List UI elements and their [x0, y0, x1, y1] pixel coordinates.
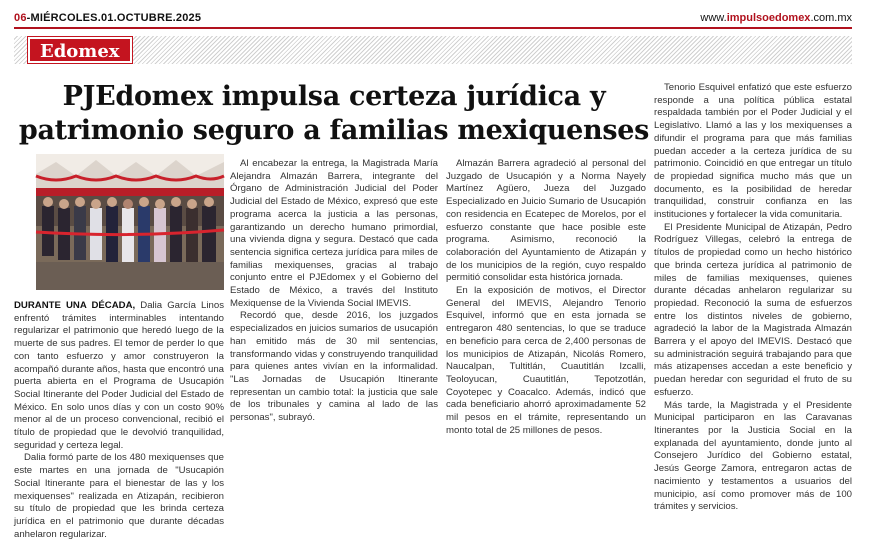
ribbon-cutting-photo	[36, 154, 224, 290]
section-tag[interactable]: Edomex	[28, 37, 132, 63]
article-column-3	[446, 158, 646, 468]
paragraph-6: En la exposición de motivos, el Director General del IMEVIS, Alejandro Tenorio Esquivel, informó que en esta jornada se entregaron 480 sentencias, lo que se traduce en beneficio para cerca de 2,400 personas de los municipios de Atizapán, Nicolás Romero, Naucalpan, Tultitlán, Cuautitlán Izcalli, Teoloyucan, Cuautitlán, Tepotzotlán, Coyotepec y Coacalco. Además, indicó que cada beneficiario ahorró aproximadamente 52 mil pesos en el trámite, representando un monto total de 25 millones de pesos.	[446, 285, 646, 436]
article-column-4	[654, 82, 852, 513]
paragraph-5: Almazán Barrera agradeció al personal del Juzgado de Usucapión y a Norma Nayely Martínez Agüero, Jueza del Juzgado Especializado en Juicio Sumario de Usucapión con residencia en Ecatepec de Morelos, por el esfuerzo constante que hace posible este programa. Asimismo, reconoció la colaboración del Ayuntamiento de Atizapán y de los municipios de la región, cuyo respaldo permitió consolidar esta histórica jornada.	[446, 158, 646, 284]
paragraph-8: El Presidente Municipal de Atizapán, Pedro Rodríguez Villegas, celebró la entrega de títulos de propiedad como un hecho histórico que brinda certeza jurídica al patrimonio de miles de familias mexiquenses, quienes durante décadas anhelaron regularizar su propiedad. Reconoció la suma de esfuerzos entre los distintos niveles de gobierno, agradeció la labor de la Magistrada Almazán Barrera y el apoyo del IMEVIS. Destacó que su administración seguirá trabajando para que más atizapenses accedan a este beneficio y puedan heredar con seguridad el fruto de su esfuerzo.	[654, 221, 852, 398]
paragraph-4: Recordó que, desde 2016, los juzgados especializados en juicios sumarios de usucapión han emitido más de 30 mil sentencias, transformando vidas y construyendo tranquilidad para quienes antes vivían en la informalidad. "Las Jornadas de Usucapión Itinerante representan un cambio total: la justicia que sale de los tribunales y camina al lado de las personas", subrayó.	[230, 310, 438, 424]
site-url[interactable]: www.impulsoedomex.com.mx	[700, 12, 852, 24]
header-rule	[14, 27, 852, 29]
page-header	[14, 12, 852, 26]
paragraph-9: Más tarde, la Magistrada y el Presidente Municipal participaron en las Caravanas Itinerantes por la Justicia Social en la explanada del ayuntamiento, donde junto al Consejero Jurídico del Gobierno estatal, Jesús George Zamora, entregaron actas de nacimiento y testamentos a usuarios del municipio, así como promover más de 100 trámites y servicios.	[654, 399, 852, 513]
article-column-1	[14, 300, 224, 540]
paragraph-7: Tenorio Esquivel enfatizó que este esfuerzo responde a una política pública estatal respaldada también por el Poder Judicial y el Legislativo. Llamó a las y los mexiquenses a difundir el programa para que más familias puedan acceder a la certeza jurídica de su patrimonio. Coincidió en que entregar un título de propiedad significa mucho más que un documento, es la posibilidad de heredar tranquilidad, construir confianza en las instituciones y fortalecer la vida comunitaria.	[654, 82, 852, 221]
lead-in: DURANTE UNA DÉCADA,	[14, 300, 136, 311]
article-headline	[14, 80, 654, 148]
section-banner	[14, 36, 852, 64]
paragraph-1: DURANTE UNA DÉCADA, Dalia García Linos enfrentó trámites interminables intentando regularizar el patrimonio que heredó luego de la muerte de sus padres. El temor de perder lo que con tanto esfuerzo y amor construyeron la acompañó durante años, hasta que encontró una puerta abierta en el Programa de Usucapión Social Itinerante del Poder Judicial del Estado de México. En solo unos días y con un costo 90% menor al de un proceso convencional, recibió el título de propiedad que le devolvió tranquilidad, seguridad y certeza legal.	[14, 300, 224, 451]
headline-line-1: PJEdomex impulsa certeza jurídica y	[62, 81, 606, 112]
paragraph-3: Al encabezar la entrega, la Magistrada María Alejandra Almazán Barrera, integrante del Órgano de Administración Judicial del Poder Judicial del Estado de México, expresó que este programa acerca la justicia a las personas, garantizando un derecho humano primordial, una vivienda digna y segura. Destacó que cada sentencia significa certeza jurídica para miles de familias mexiquenses, gracias al trabajo conjunto entre el PJEdomex y el Gobierno del Estado de México, a través del Instituto Mexiquense de la Vivienda Social IMEVIS.	[230, 158, 438, 309]
page-date: 06-MIÉRCOLES.01.OCTUBRE.2025	[14, 12, 202, 24]
headline-line-2: patrimonio seguro a familias mexiquenses	[18, 115, 650, 146]
article-column-2	[230, 158, 438, 468]
paragraph-2a: Dalia formó parte de los 480 mexiquenses que este martes en una jornada de "Usucapión Social Itinerante para el bienestar de las y los mexiquenses" realizada en Atizapán, recibieron su título de propiedad que les brinda certeza jurídica en el patrimonio que durante décadas anhelaron regularizar.	[14, 452, 224, 540]
article-photo[interactable]	[36, 154, 224, 290]
